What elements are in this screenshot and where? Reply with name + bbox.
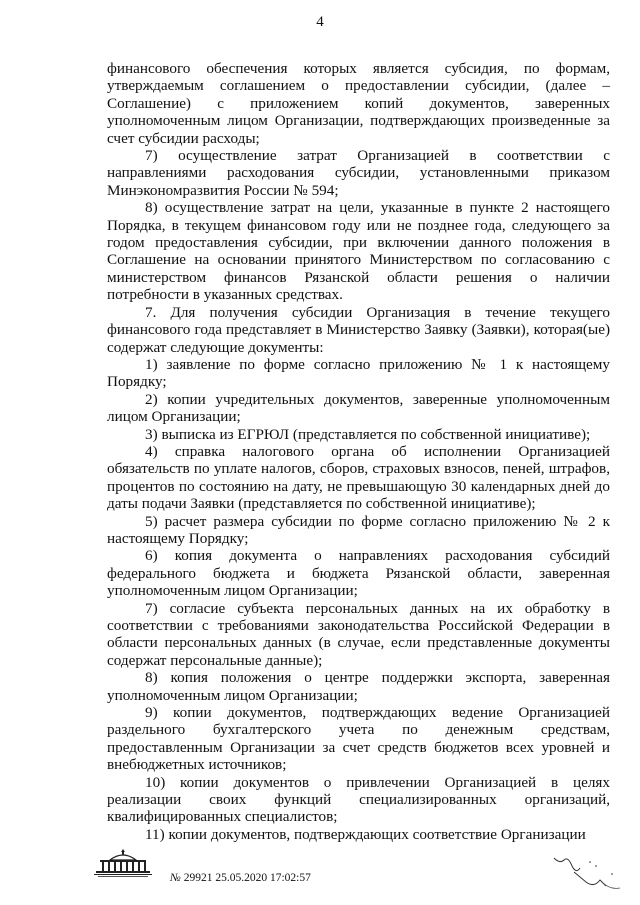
- paragraph: 6) копия документа о направлениях расходования субсидий федерального бюджета и бюджета Рязанской области, заверенная уполномоченным лицом Организации;: [107, 547, 610, 600]
- paragraph: 4) справка налогового органа об исполнении Организацией обязательств по уплате налогов, сборов, страховых взносов, пеней, штрафов, процентов по состоянию на дату, не превышающую 30 календарных дней до даты подачи Заявки (представляется по собственной инициативе);: [107, 442, 610, 513]
- paragraph: финансового обеспечения которых является субсидия, по формам, утверждаемым соглашением о предоставлении субсидии, (далее – Соглашение) с приложением копий документов, заверенных уполномоченным лицом Организации, подтверждающих произведенные за счет субсидии расходы;: [107, 60, 610, 147]
- signature-scribble-icon: [550, 852, 630, 894]
- document-registration-stamp: [170, 872, 311, 884]
- paragraph: 7) согласие субъекта персональных данных на их обработку в соответствии с требованиями законодательства Российской Федерации в области персональных данных (в случае, если представленные документы содержат персональные данные);: [107, 599, 610, 669]
- paragraph: 9) копии документов, подтверждающих ведение Организацией раздельного бухгалтерского учета по денежным средствам, предоставленным Организации за счет средств бюджетов всех уровней и внебюджетных источников;: [107, 704, 610, 774]
- paragraph: 7) осуществление затрат Организацией в соответствии с направлениями расходования субсидии, установленными приказом Минэкономразвития России № 594;: [107, 147, 610, 199]
- page-number: 4: [316, 14, 324, 30]
- paragraph: 8) копия положения о центре поддержки экспорта, заверенная уполномоченным лицом Организации;: [107, 669, 610, 704]
- paragraph: 11) копии документов, подтверждающих соответствие Организации: [145, 825, 586, 843]
- paragraph: 1) заявление по форме согласно приложению № 1 к настоящему Порядку;: [107, 355, 610, 391]
- document-footer: [92, 848, 332, 888]
- document-body: [107, 60, 610, 843]
- paragraph: 7. Для получения субсидии Организация в течение текущего финансового года представляет в Министерство Заявку (Заявки), которая(ые) содержат следующие документы:: [107, 303, 610, 356]
- government-building-logo-icon: [92, 848, 154, 878]
- paragraph: 3) выписка из ЕГРЮЛ (представляется по собственной инициативе);: [145, 425, 591, 443]
- paragraph: 2) копии учредительных документов, заверенные уполномоченным лицом Организации;: [107, 390, 610, 426]
- paragraph: 10) копии документов о привлечении Организацией в целях реализации своих функций специализированных организаций, квалифицированных специалистов;: [107, 773, 610, 826]
- paragraph: 5) расчет размера субсидии по форме согласно приложению № 2 к настоящему Порядку;: [107, 512, 610, 547]
- paragraph: 8) осуществление затрат на цели, указанные в пункте 2 настоящего Порядка, в текущем финансовом году или не позднее года, следующего за годом предоставления субсидии, при включении данного положения в Соглашение на основании принятого Министерством по согласованию с министерством финансов Рязанской области решения о наличии потребности в указанных средствах.: [107, 199, 610, 304]
- number-sign: №: [170, 872, 181, 884]
- registration-number-datetime: 29921 25.05.2020 17:02:57: [183, 872, 311, 884]
